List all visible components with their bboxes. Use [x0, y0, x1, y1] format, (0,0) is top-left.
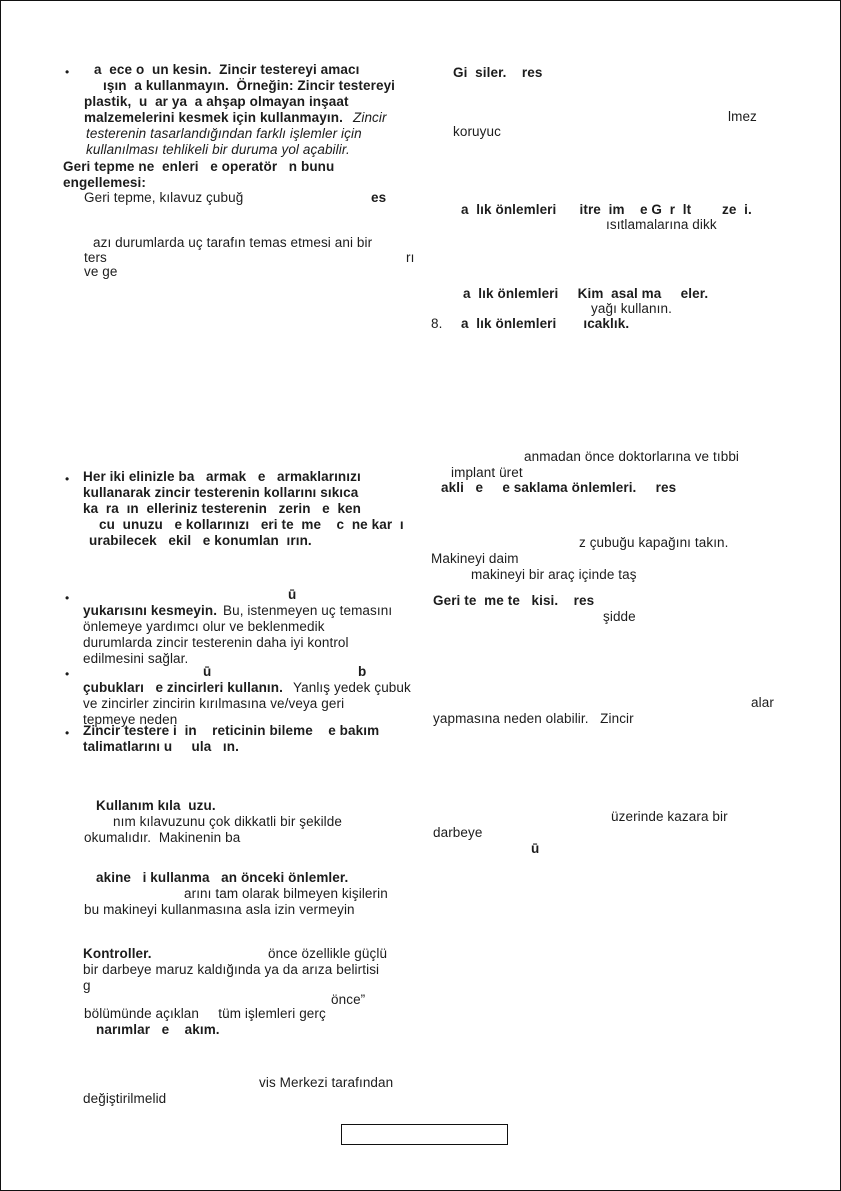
text-line: ū: [531, 841, 540, 856]
text-line: çubukları e zincirleri kullanın.: [83, 680, 283, 695]
text-line: plastik, u ar ya a ahşap olmayan inşaat: [84, 94, 349, 109]
text-line: g: [83, 978, 91, 993]
text-line: tepmeye neden: [83, 712, 178, 727]
text-line: ū: [288, 587, 297, 602]
text-line: implant üret: [451, 465, 523, 480]
bullet-marker: •: [65, 472, 70, 486]
text-line: Yanlış yedek çubuk: [293, 680, 411, 695]
text-line: kullanarak zincir testerenin kollarını sıkıca: [83, 485, 359, 500]
text-line: kullanılması tehlikeli bir duruma yol açabilir.: [86, 142, 350, 157]
text-line: ters: [84, 250, 107, 265]
text-line: değiştirilmelid: [83, 1091, 167, 1106]
text-line: alar: [751, 695, 774, 710]
text-line: anmadan önce doktorlarına ve tıbbi: [524, 449, 740, 464]
text-line: ka ra ın elleriniz testerenin zerin e ken: [83, 501, 362, 516]
text-line: es: [371, 190, 387, 205]
bullet-marker: •: [65, 65, 70, 79]
text-line: Geri te me te kisi. res: [433, 593, 595, 608]
text-line: lmez: [728, 109, 757, 124]
text-line: şidde: [603, 609, 636, 624]
text-line: Kullanım kıla uzu.: [96, 798, 216, 813]
text-line: Kontroller.: [83, 946, 152, 961]
bullet-marker: •: [65, 591, 70, 605]
text-line: Her iki elinizle ba armak e armaklarınızı: [83, 469, 361, 484]
text-line: a lık önlemleri Kim asal ma eler.: [463, 286, 709, 301]
text-line: rı: [406, 250, 415, 265]
text-line: Gi siler. res: [453, 65, 543, 80]
text-line: a lık önlemleri itre im e G r lt ze i.: [461, 202, 752, 217]
footer-empty-box: [341, 1124, 508, 1145]
text-line: engellemesi:: [63, 175, 146, 190]
text-line: z çubuğu kapağını takın.: [579, 535, 729, 550]
text-line: ısıtlamalarına dikk: [606, 217, 717, 232]
text-line: cu unuzu e kollarınızı eri te me c ne kar ı: [99, 517, 404, 532]
text-line: yapmasına neden olabilir. Zincir: [433, 711, 634, 726]
text-line: arını tam olarak bilmeyen kişilerin: [184, 886, 388, 901]
text-line: koruyuc: [453, 124, 501, 139]
text-line: a ece o un kesin. Zincir testereyi amacı: [94, 62, 360, 77]
text-line: b: [358, 664, 367, 679]
text-line: önce”: [331, 992, 366, 1007]
text-line: önce özellikle güçlü: [268, 946, 388, 961]
text-line: bir darbeye maruz kaldığında ya da arıza belirtisi: [83, 962, 380, 977]
text-line: bu makineyi kullanmasına asla izin vermeyin: [84, 902, 355, 917]
text-line: makineyi bir araç içinde taş: [471, 567, 637, 582]
text-line: önlemeye yardımcı olur ve beklenmedik: [83, 619, 325, 634]
text-line: bölümünde açıklan tüm işlemleri gerç: [84, 1006, 326, 1021]
text-line: ve ge: [84, 264, 118, 279]
text-line: Bu, istenmeyen uç temasını: [223, 603, 393, 618]
text-line: Makineyi daim: [431, 551, 519, 566]
text-line: 8.: [431, 316, 443, 331]
text-line: azı durumlarda uç tarafın temas etmesi ani bir: [93, 235, 373, 250]
text-line: okumalıdır. Makinenin ba: [84, 830, 241, 845]
text-line: darbeye: [433, 825, 483, 840]
text-line: urabilecek ekil e konumlan ırın.: [89, 533, 312, 548]
text-line: malzemelerini kesmek için kullanmayın.: [84, 110, 343, 125]
text-line: yukarısını kesmeyin.: [83, 603, 218, 618]
text-line: akli e e saklama önlemleri. res: [441, 480, 677, 495]
text-line: vis Merkezi tarafından: [259, 1075, 394, 1090]
text-line: Geri tepme ne enleri e operatör n bunu: [63, 159, 335, 174]
text-line: a lık önlemleri ıcaklık.: [461, 316, 630, 331]
text-line: Zincir: [353, 110, 387, 125]
text-line: nım kılavuzunu çok dikkatli bir şekilde: [113, 814, 342, 829]
text-line: ve zincirler zincirin kırılmasına ve/veya geri: [83, 696, 345, 711]
text-line: talimatlarını u ula ın.: [83, 739, 239, 754]
text-line: ū: [203, 664, 212, 679]
text-line: Zincir testere i in reticinin bileme e bakım: [83, 723, 380, 738]
bullet-marker: •: [65, 667, 70, 681]
text-line: ışın a kullanmayın. Örneğin: Zincir testereyi: [103, 78, 396, 93]
text-line: Geri tepme, kılavuz çubuğ: [84, 190, 244, 205]
text-line: edilmesini sağlar.: [83, 651, 189, 666]
bullet-marker: •: [65, 726, 70, 740]
text-line: yağı kullanın.: [591, 301, 672, 316]
text-line: akine i kullanma an önceki önlemler.: [96, 870, 349, 885]
text-line: narımlar e akım.: [96, 1022, 220, 1037]
text-line: testerenin tasarlandığından farklı işlemler için: [86, 126, 362, 141]
text-line: üzerinde kazara bir: [611, 809, 728, 824]
text-line: durumlarda zincir testerenin daha iyi kontrol: [83, 635, 349, 650]
